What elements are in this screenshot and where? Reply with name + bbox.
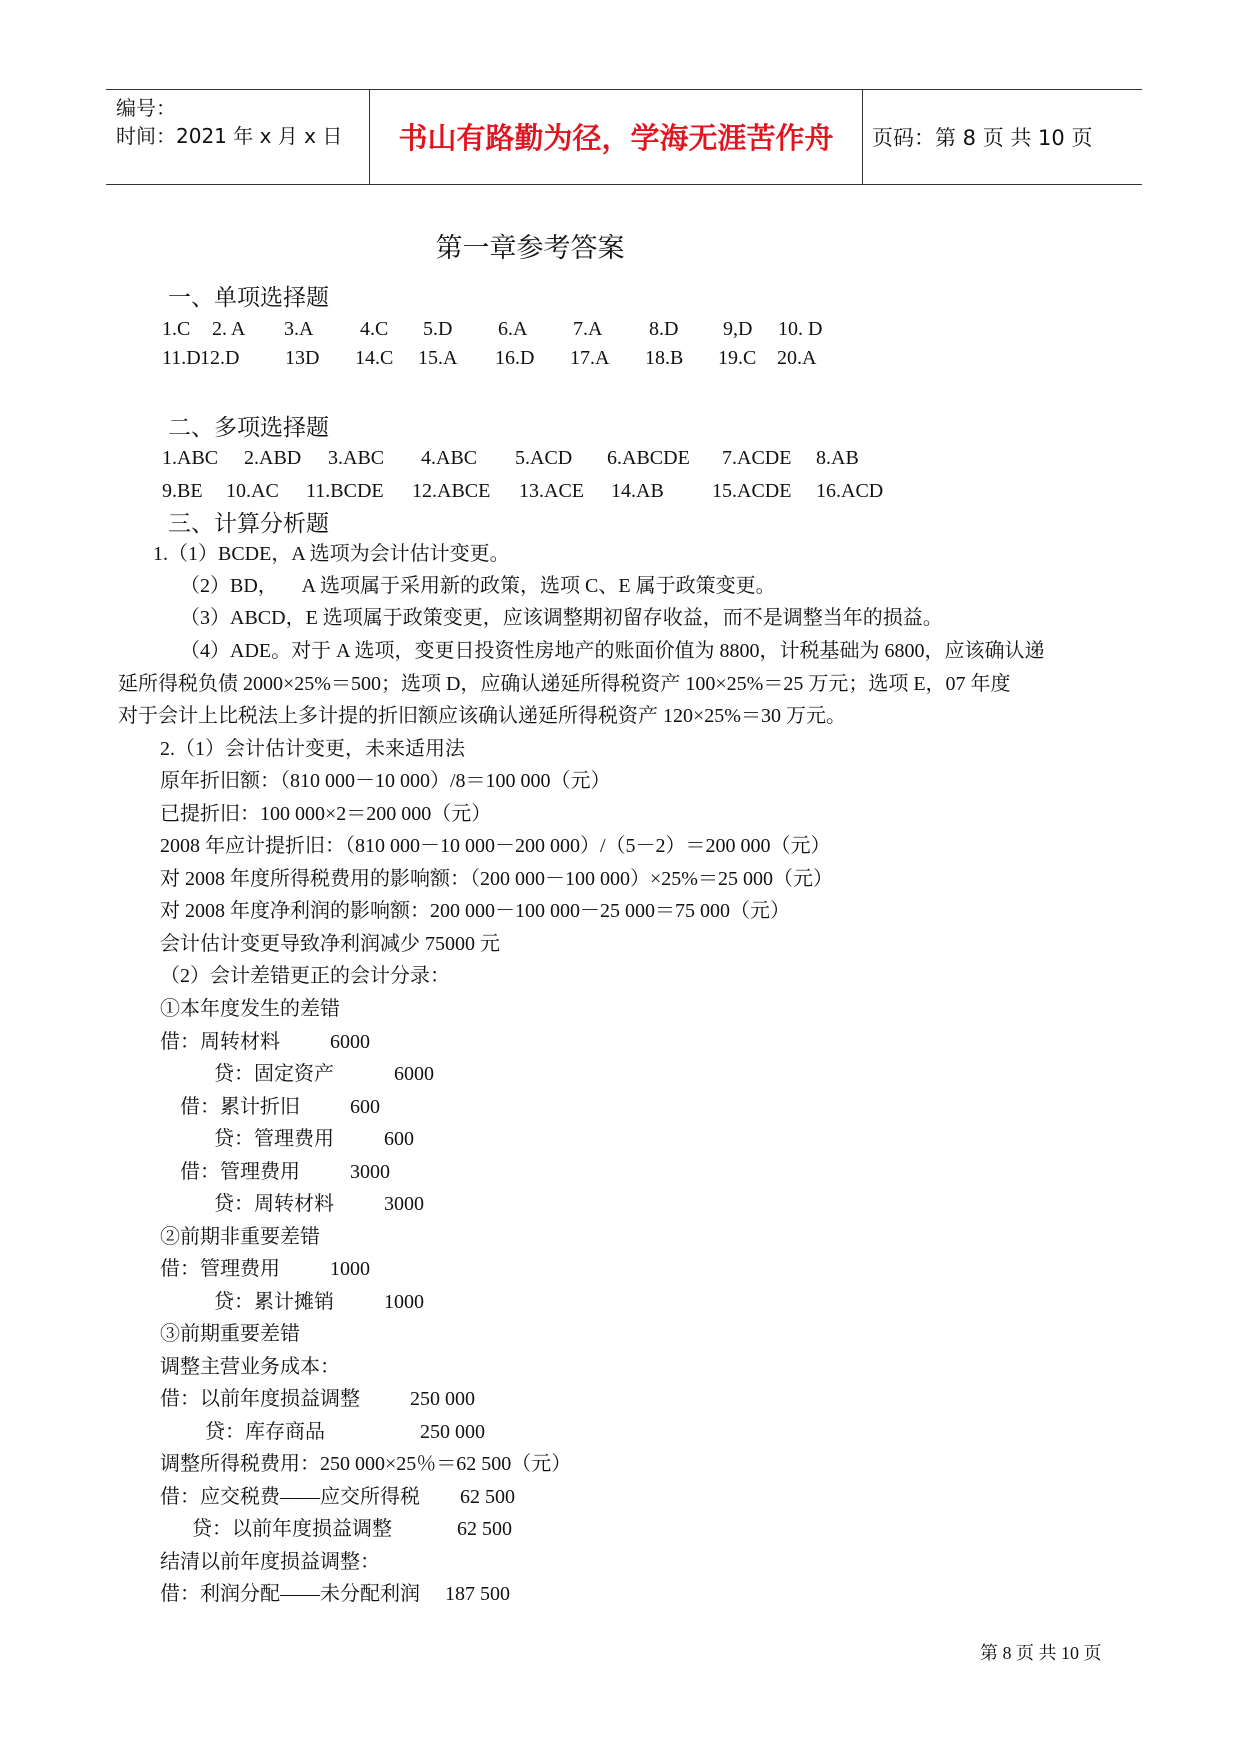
section-heading-multi: 二、多项选择题 bbox=[168, 415, 329, 441]
analysis-line: 会计估计变更导致净利润减少 75000 元 bbox=[160, 933, 500, 955]
answer-item: 15.A bbox=[418, 347, 458, 369]
answer-item: 2.ABD bbox=[244, 447, 302, 469]
analysis-line: 调整所得税费用：250 000×25％＝62 500（元） bbox=[160, 1453, 572, 1475]
answer-item: 13.ACE bbox=[519, 480, 584, 502]
analysis-line: （2）会计差错更正的会计分录： bbox=[160, 965, 450, 987]
answer-item: 6.ABCDE bbox=[607, 447, 690, 469]
analysis-line: 1.（1）BCDE，A 选项为会计估计变更。 bbox=[153, 543, 510, 565]
answer-item: 8.AB bbox=[816, 447, 859, 469]
page-title: 第一章参考答案 bbox=[435, 233, 625, 264]
analysis-line: 借：应交税费——应交所得税 62 500 bbox=[160, 1486, 515, 1508]
header-motto: 书山有路勤为径，学海无涯苦作舟 bbox=[398, 121, 834, 155]
analysis-line: 2.（1）会计估计变更，未来适用法 bbox=[160, 738, 465, 760]
analysis-line: 贷：固定资产 6000 bbox=[214, 1063, 434, 1085]
header-time: 时间：2021 年 x 月 x 日 bbox=[116, 124, 343, 148]
section-heading-analysis: 三、计算分析题 bbox=[168, 511, 329, 537]
page-footer: 第 8 页 共 10 页 bbox=[980, 1643, 1102, 1663]
page-header bbox=[106, 89, 1142, 185]
header-meta bbox=[116, 94, 342, 150]
analysis-line: （2）BD， A 选项属于采用新的政策，选项 C、E 属于政策变更。 bbox=[180, 575, 776, 597]
analysis-line: ①本年度发生的差错 bbox=[160, 998, 340, 1020]
analysis-line: （4）ADE。对于 A 选项，变更日投资性房地产的账面价值为 8800，计税基础为 6800，应该确认递 bbox=[180, 640, 1045, 662]
answer-item: 11.BCDE bbox=[306, 480, 384, 502]
answer-item: 7.A bbox=[573, 318, 603, 340]
answer-item: 4.C bbox=[360, 318, 389, 340]
analysis-line: 借：利润分配——未分配利润 187 500 bbox=[160, 1583, 510, 1605]
answer-item: 13D bbox=[285, 347, 320, 369]
analysis-line: 调整主营业务成本： bbox=[160, 1356, 340, 1378]
analysis-line: 贷：库存商品 250 000 bbox=[205, 1421, 485, 1443]
answer-item: 9,D bbox=[723, 318, 753, 340]
answer-item: 7.ACDE bbox=[722, 447, 792, 469]
answer-item: 19.C bbox=[718, 347, 757, 369]
analysis-line: 2008 年应计提折旧：（810 000－10 000－200 000）/（5－2）＝200 000（元） bbox=[160, 835, 831, 857]
answer-item: 10. D bbox=[778, 318, 823, 340]
header-divider bbox=[862, 90, 863, 184]
analysis-line: ③前期重要差错 bbox=[160, 1323, 300, 1345]
analysis-line: 对 2008 年度净利润的影响额：200 000－100 000－25 000＝75 000（元） bbox=[160, 900, 790, 922]
analysis-line: 结清以前年度损益调整： bbox=[160, 1551, 380, 1573]
analysis-line: 借：管理费用 3000 bbox=[180, 1161, 390, 1183]
header-number: 编号： bbox=[116, 96, 176, 120]
answer-item: 15.ACDE bbox=[712, 480, 792, 502]
answer-item: 9.BE bbox=[162, 480, 203, 502]
analysis-line: 贷：以前年度损益调整 62 500 bbox=[192, 1518, 512, 1540]
answer-item: 18.B bbox=[645, 347, 684, 369]
analysis-line: 已提折旧：100 000×2＝200 000（元） bbox=[160, 803, 492, 825]
answer-item: 10.AC bbox=[226, 480, 279, 502]
analysis-line: 贷：管理费用 600 bbox=[214, 1128, 414, 1150]
answer-item: 4.ABC bbox=[421, 447, 478, 469]
analysis-line: 借：累计折旧 600 bbox=[180, 1096, 380, 1118]
answer-item: 14.C bbox=[355, 347, 394, 369]
answer-item: 17.A bbox=[570, 347, 610, 369]
answer-item: 20.A bbox=[777, 347, 817, 369]
analysis-line: 借：周转材料 6000 bbox=[160, 1031, 370, 1053]
analysis-line: 原年折旧额：（810 000－10 000）/8＝100 000（元） bbox=[160, 770, 611, 792]
analysis-line: 借：以前年度损益调整 250 000 bbox=[160, 1388, 475, 1410]
answer-item: 12.ABCE bbox=[412, 480, 491, 502]
answer-item: 5.ACD bbox=[515, 447, 573, 469]
answer-item: 11.D bbox=[162, 347, 201, 369]
answer-item: 16.ACD bbox=[816, 480, 884, 502]
answer-item: 3.A bbox=[284, 318, 314, 340]
answer-item: 5.D bbox=[423, 318, 453, 340]
answer-item: 3.ABC bbox=[328, 447, 385, 469]
answer-item: 16.D bbox=[495, 347, 535, 369]
analysis-line: 对于会计上比税法上多计提的折旧额应该确认递延所得税资产 120×25%＝30 万元。 bbox=[118, 705, 846, 727]
analysis-line: 贷：累计摊销 1000 bbox=[214, 1291, 424, 1313]
analysis-line: 贷：周转材料 3000 bbox=[214, 1193, 424, 1215]
answer-item: 1.ABC bbox=[162, 447, 219, 469]
answer-item: 12.D bbox=[200, 347, 240, 369]
answer-item: 14.AB bbox=[611, 480, 664, 502]
analysis-line: 借：管理费用 1000 bbox=[160, 1258, 370, 1280]
analysis-line: ②前期非重要差错 bbox=[160, 1226, 320, 1248]
analysis-line: 延所得税负债 2000×25%＝500；选项 D，应确认递延所得税资产 100×25%＝25 万元；选项 E，07 年度 bbox=[118, 673, 1011, 695]
analysis-line: （3）ABCD，E 选项属于政策变更，应该调整期初留存收益，而不是调整当年的损益。 bbox=[180, 607, 943, 629]
analysis-line: 对 2008 年度所得税费用的影响额：（200 000－100 000）×25%＝25 000（元） bbox=[160, 868, 833, 890]
section-heading-single: 一、单项选择题 bbox=[168, 285, 329, 311]
answer-item: 8.D bbox=[649, 318, 679, 340]
header-page-info: 页码：第 8 页 共 10 页 bbox=[872, 126, 1093, 150]
answer-item: 1.C bbox=[162, 318, 191, 340]
answer-item: 2. A bbox=[212, 318, 246, 340]
answer-item: 6.A bbox=[498, 318, 528, 340]
